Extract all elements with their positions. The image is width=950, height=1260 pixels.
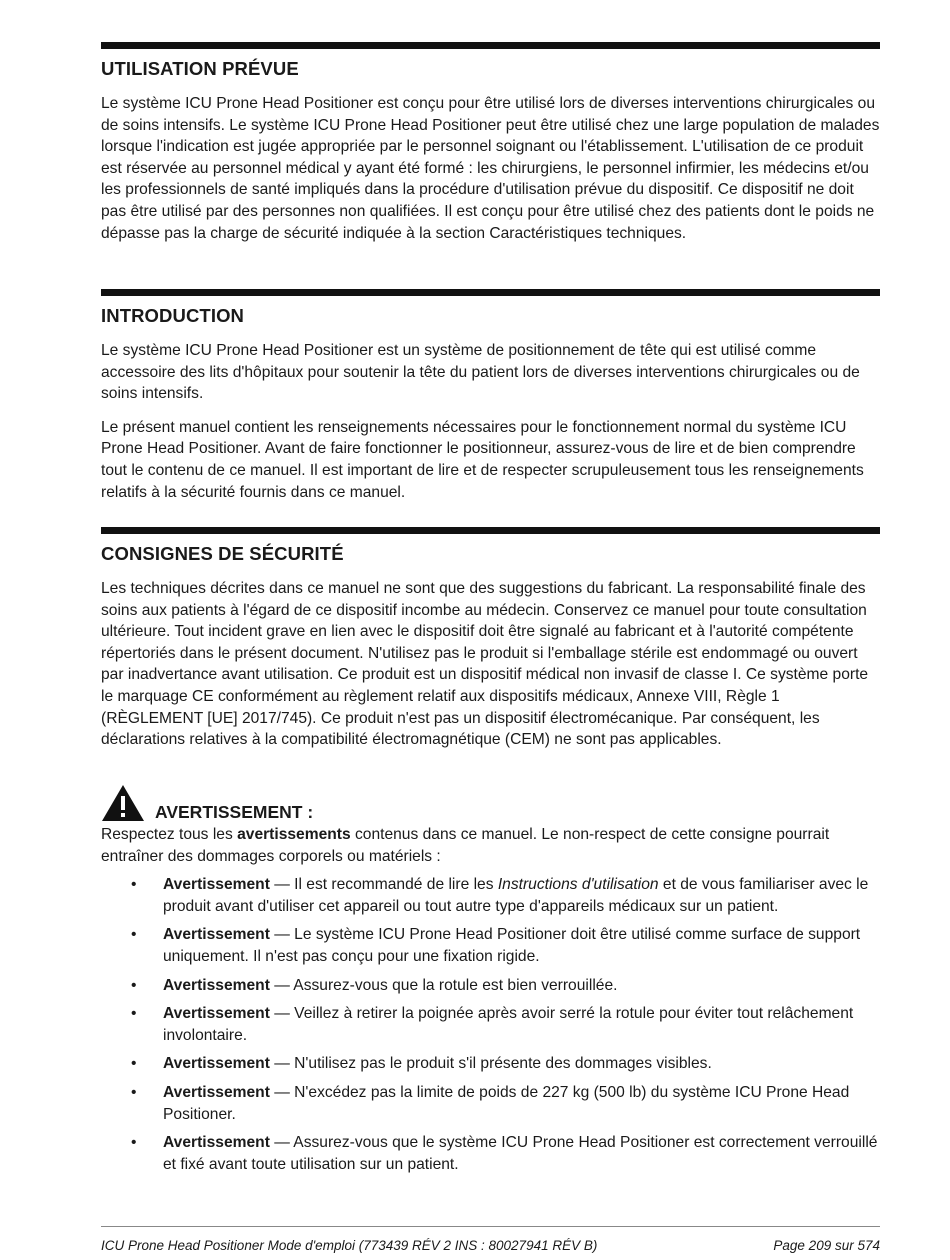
- warning-item: [101, 924, 880, 967]
- warning-triangle-icon: [101, 784, 145, 822]
- warning-item-text: — Assurez-vous que le système ICU Prone Head Positioner est correctement verrouillé et fixé avant toute utilisation sur un patient.: [163, 1134, 878, 1173]
- warning-item-text: — Il est recommandé de lire les: [269, 876, 498, 894]
- warning-list: [101, 874, 880, 1175]
- section-consignes: [101, 527, 880, 751]
- warning-header: [101, 784, 880, 822]
- warning-item: [101, 1003, 880, 1046]
- warning-item-text: — N'excédez pas la limite de poids de 227 kg (500 lb) du système ICU Prone Head Positioner.: [163, 1083, 850, 1123]
- section-title: UTILISATION PRÉVUE: [101, 58, 299, 79]
- warning-item: [101, 1132, 880, 1175]
- warning-item-label: Avertissement: [163, 1083, 270, 1101]
- section-body: Le système ICU Prone Head Positioner est conçu pour être utilisé lors de diverses interventions chirurgicales ou de soins intensifs. Le système ICU Prone Head Positioner peut être utilisé chez une large population de malades lorsque l'indication est jugée appropriée par le personnel soignant ou l'établissement. L'utilisation de ce produit est réservée au personnel médical y ayant été formé : les chirurgiens, le personnel infirmier, les médecins et/ou les professionnels de santé impliqués dans la procédure d'utilisation prévue du dispositif. Ce dispositif ne doit pas être utilisé par des personnes non qualifiées. Il est conçu pour être utilisé chez des patients dont le poids ne dépasse pas la charge de sécurité indiquée à la section Caractéristiques techniques.: [101, 95, 880, 242]
- warning-item-label: Avertissement: [163, 1134, 270, 1152]
- section-divider: [101, 527, 880, 534]
- footer-page-number: Page 209 sur 574: [773, 1238, 880, 1253]
- bullet-icon: •: [131, 1005, 137, 1023]
- bullet-icon: •: [131, 926, 137, 944]
- warning-item-label: Avertissement: [163, 976, 270, 994]
- warning-item-text: — Le système ICU Prone Head Positioner doit être utilisé comme surface de support uniquement. Il n'est pas conçu pour une fixation rigide.: [163, 926, 861, 965]
- section-paragraph: Le système ICU Prone Head Positioner est un système de positionnement de tête qui est utilisé comme accessoire des lits d'hôpitaux pour soutenir la tête du patient lors de diverses interventions chirurgicales ou de soins intensifs.: [101, 342, 860, 403]
- footer-document-title: ICU Prone Head Positioner Mode d'emploi (773439 RÉV 2 INS : 80027941 RÉV B): [101, 1238, 598, 1253]
- warning-item-label: Avertissement: [163, 926, 270, 944]
- warning-intro-text: contenus dans ce manuel. Le non-respect de cette consigne pourrait entraîner des dommages corporels ou matériels :: [101, 826, 830, 865]
- section-divider: [101, 289, 880, 296]
- warning-item-text: — Veillez à retirer la poignée après avoir serré la rotule pour éviter tout relâchement involontaire.: [163, 1005, 854, 1044]
- warning-item-label: Avertissement: [163, 1005, 270, 1023]
- warning-item-italic: Instructions d'utilisation: [497, 876, 659, 894]
- warning-item: [101, 975, 880, 997]
- section-title: CONSIGNES DE SÉCURITÉ: [101, 543, 344, 564]
- section-body: Les techniques décrites dans ce manuel ne sont que des suggestions du fabricant. La responsabilité finale des soins aux patients à l'égard de ce dispositif incombe au médecin. Conservez ce manuel pour toute consultation ultérieure. Tout incident grave en lien avec le dispositif doit être signalé au fabricant et à l'autorité compétente répertoriés dans le présent document. N'utilisez pas le produit si l'emballage stérile est endommagé ou ouvert par inadvertance avant utilisation. Ce produit est un dispositif médical non invasif de classe I. Ce système porte le marquage CE conformément au règlement relatif aux dispositifs médicaux, Annexe VIII, Règle 1 (RÈGLEMENT [UE] 2017/745). Ce produit n'est pas un dispositif électromécanique. Par conséquent, les déclarations relatives à la compatibilité électromagnétique (CEM) ne sont pas applicables.: [101, 580, 869, 749]
- footer-divider: [101, 1226, 880, 1227]
- warning-item-text: — N'utilisez pas le produit s'il présente des dommages visibles.: [269, 1055, 712, 1073]
- section-utilisation: [101, 42, 880, 244]
- page-footer: [101, 1238, 880, 1253]
- bullet-icon: •: [131, 976, 137, 994]
- warning-item-label: Avertissement: [163, 876, 270, 894]
- warning-intro-text: Respectez tous les: [101, 826, 238, 843]
- bullet-icon: •: [131, 1055, 137, 1073]
- warning-item-text: et de vous familiariser avec le produit avant d'utiliser cet appareil ou tout autre type d'appareils médicaux sur un patient.: [163, 876, 869, 915]
- bullet-icon: •: [131, 1134, 137, 1152]
- warning-item: [101, 1053, 880, 1075]
- warning-item: [101, 1082, 880, 1125]
- warning-block: [101, 784, 880, 1182]
- section-divider: [101, 42, 880, 49]
- section-introduction: [101, 289, 880, 503]
- bullet-icon: •: [131, 876, 137, 894]
- warning-item: [101, 874, 880, 917]
- bullet-icon: •: [131, 1083, 137, 1101]
- warning-intro-bold: avertissements: [237, 826, 351, 843]
- section-title: INTRODUCTION: [101, 305, 245, 326]
- warning-title: AVERTISSEMENT :: [155, 802, 314, 822]
- section-paragraph: Le présent manuel contient les renseignements nécessaires pour le fonctionnement normal du système ICU Prone Head Positioner. Avant de faire fonctionner le positionneur, assurez-vous de lire et de bien comprendre tout le contenu de ce manuel. Il est important de lire et de respecter scrupuleusement tous les renseignements relatifs à la sécurité fournis dans ce manuel.: [101, 418, 864, 501]
- warning-intro: [101, 824, 880, 867]
- warning-item-label: Avertissement: [163, 1055, 270, 1073]
- warning-item-text: — Assurez-vous que la rotule est bien verrouillée.: [269, 976, 618, 994]
